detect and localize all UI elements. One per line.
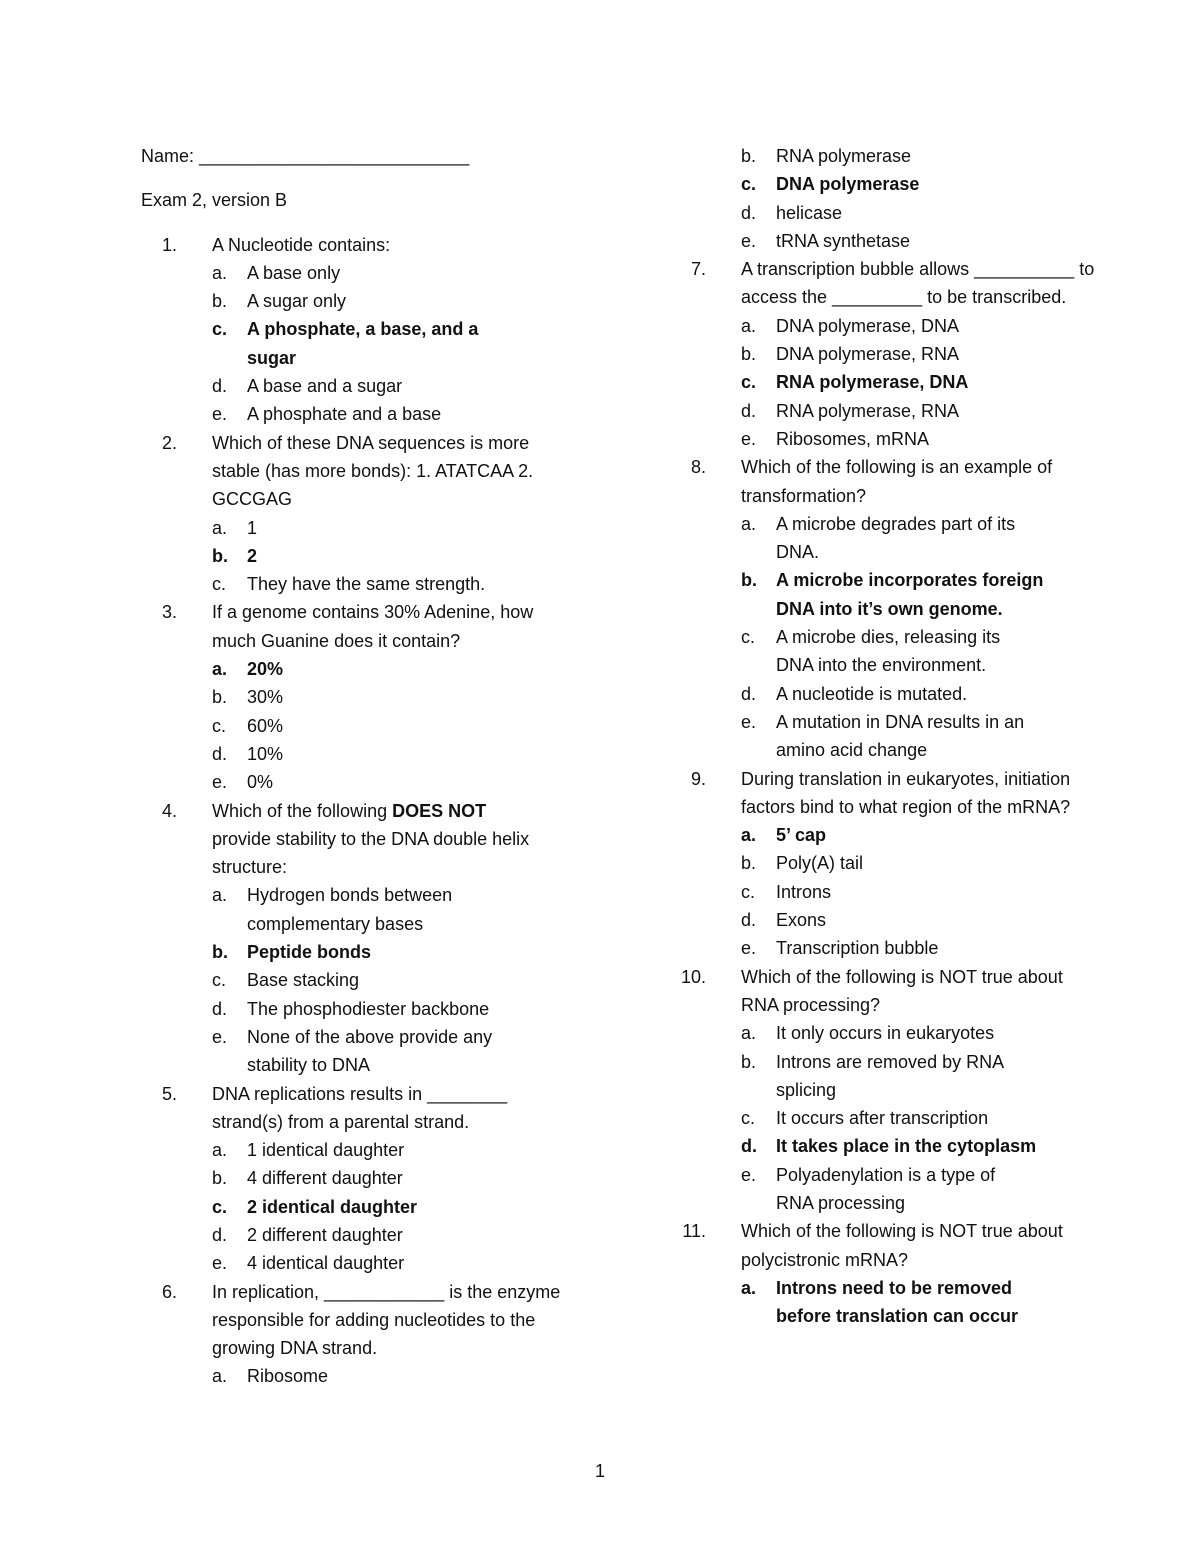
option-label: c. xyxy=(212,319,228,340)
option-9e xyxy=(741,934,1070,962)
option-label: b. xyxy=(741,570,757,591)
option-label: a. xyxy=(741,1277,757,1298)
option-text: Hydrogen bonds between complementary bases xyxy=(247,885,453,934)
option-label: b. xyxy=(212,687,228,708)
option-text: 2 identical daughter xyxy=(247,1196,418,1217)
question-text: DNA replications results in ________ strand(s) from a parental strand. xyxy=(212,1083,508,1132)
question-4 xyxy=(141,797,581,882)
option-2a xyxy=(212,514,581,542)
option-5c-answer xyxy=(212,1193,581,1221)
question-2 xyxy=(141,429,581,514)
option-text: Introns xyxy=(776,881,832,902)
option-10a xyxy=(741,1019,1070,1047)
question-text-part: provide stability to the DNA double helix structure: xyxy=(212,828,530,878)
option-label: a. xyxy=(741,825,757,846)
exam-title: Exam 2, version B xyxy=(141,190,288,211)
option-label: b. xyxy=(741,344,757,365)
option-10b xyxy=(741,1048,1070,1105)
option-text: RNA polymerase xyxy=(776,146,912,166)
option-text: A base and a sugar xyxy=(247,376,403,397)
option-text: 0% xyxy=(247,772,274,793)
option-label: a. xyxy=(212,517,228,538)
option-label: b. xyxy=(741,1051,757,1072)
option-text: Introns are removed by RNA splicing xyxy=(776,1051,1004,1100)
question-number: 8. xyxy=(690,457,706,478)
option-7b xyxy=(741,340,1070,368)
option-label: b. xyxy=(212,291,228,312)
option-label: b. xyxy=(741,853,757,874)
left-column xyxy=(141,142,581,1391)
option-5d xyxy=(212,1221,581,1249)
option-label: c. xyxy=(741,627,756,648)
option-8a xyxy=(741,510,1070,567)
question-text: Which of the following is an example of transformation? xyxy=(741,457,1053,506)
option-7a xyxy=(741,312,1070,340)
option-8c xyxy=(741,623,1070,680)
option-label: b. xyxy=(212,1168,228,1189)
option-text: DNA polymerase, DNA xyxy=(776,315,960,336)
option-10e xyxy=(741,1161,1070,1218)
option-3b xyxy=(212,683,581,711)
option-text: RNA polymerase, RNA xyxy=(776,400,960,421)
option-text: Poly(A) tail xyxy=(776,853,864,874)
question-number: 7. xyxy=(690,259,706,280)
option-9d xyxy=(741,906,1070,934)
option-text: A mutation in DNA results in an amino acid change xyxy=(776,711,1025,761)
option-label: c. xyxy=(741,881,756,902)
option-text: helicase xyxy=(776,202,843,223)
option-text: 2 different daughter xyxy=(247,1224,403,1245)
question-text xyxy=(212,797,542,882)
option-text: A microbe dies, releasing its DNA into the environment. xyxy=(776,627,1001,676)
option-text: 10% xyxy=(247,743,284,764)
option-label: a. xyxy=(212,1140,228,1161)
option-6c-answer xyxy=(741,170,1070,198)
option-text: Transcription bubble xyxy=(776,938,939,959)
option-text: A phosphate and a base xyxy=(247,404,442,425)
option-3c xyxy=(212,712,581,740)
option-text: 1 identical daughter xyxy=(247,1140,405,1161)
option-4a xyxy=(212,881,581,938)
option-text: A microbe degrades part of its DNA. xyxy=(776,513,1016,563)
option-label: e. xyxy=(741,428,757,449)
option-text: 30% xyxy=(247,687,284,708)
option-5b xyxy=(212,1164,581,1192)
option-label: d. xyxy=(741,202,757,223)
option-label: c. xyxy=(212,715,227,736)
option-label: d. xyxy=(741,683,757,704)
option-label: e. xyxy=(212,1253,228,1274)
name-field-line: Name: ___________________________ xyxy=(141,146,470,166)
question-number: 11. xyxy=(682,1221,706,1242)
option-label: a. xyxy=(741,1023,757,1044)
option-text: Peptide bonds xyxy=(247,942,372,963)
option-7d xyxy=(741,397,1070,425)
option-text: A sugar only xyxy=(247,291,347,312)
option-text: DNA polymerase, RNA xyxy=(776,344,960,365)
option-text: None of the above provide any stability to DNA xyxy=(247,1026,493,1076)
option-1e xyxy=(212,400,581,428)
option-text: A phosphate, a base, and a sugar xyxy=(247,319,479,368)
option-text: The phosphodiester backbone xyxy=(247,998,490,1019)
question-number: 3. xyxy=(161,602,177,623)
question-number: 9. xyxy=(690,768,706,789)
option-text: 2 xyxy=(247,545,258,566)
option-4d xyxy=(212,995,581,1023)
option-label: c. xyxy=(741,372,757,393)
option-label: b. xyxy=(741,146,757,166)
question-number: 10. xyxy=(680,966,706,987)
option-9c xyxy=(741,878,1070,906)
option-text: tRNA synthetase xyxy=(776,230,911,251)
option-label: a. xyxy=(741,513,757,534)
option-text: It only occurs in eukaryotes xyxy=(776,1023,995,1044)
option-label: a. xyxy=(741,315,757,336)
option-text: Exons xyxy=(776,910,827,931)
question-text-part: Which of the following xyxy=(212,800,393,821)
option-8e xyxy=(741,708,1070,765)
option-7c-answer xyxy=(741,368,1070,396)
option-2c xyxy=(212,570,581,598)
question-text: During translation in eukaryotes, initiation factors bind to what region of the mRNA? xyxy=(741,768,1071,817)
option-6d xyxy=(741,199,1070,227)
option-label: a. xyxy=(212,262,228,283)
question-text-emphasis: DOES NOT xyxy=(392,800,487,821)
question-text: Which of these DNA sequences is more stable (has more bonds): 1. ATATCAA 2. GCCGAG xyxy=(212,432,534,510)
option-3a-answer xyxy=(212,655,581,683)
option-1d xyxy=(212,372,581,400)
option-text: It takes place in the cytoplasm xyxy=(776,1136,1037,1157)
option-label: a. xyxy=(212,1366,228,1387)
option-10d-answer xyxy=(741,1132,1070,1160)
option-text: A base only xyxy=(247,262,341,283)
question-1 xyxy=(141,231,581,259)
option-label: c. xyxy=(212,970,227,991)
question-text: Which of the following is NOT true about polycistronic mRNA? xyxy=(741,1221,1063,1270)
option-text: Ribosomes, mRNA xyxy=(776,428,930,449)
option-label: d. xyxy=(741,910,757,931)
question-number: 1. xyxy=(161,234,177,255)
option-label: e. xyxy=(741,711,757,732)
option-text: 4 different daughter xyxy=(247,1168,403,1189)
option-text: 5’ cap xyxy=(776,825,827,846)
option-4e xyxy=(212,1023,581,1080)
right-column xyxy=(670,142,1095,1330)
option-text: It occurs after transcription xyxy=(776,1108,989,1129)
question-text: In replication, ____________ is the enzyme responsible for adding nucleotides to the growing DNA strand. xyxy=(212,1281,561,1359)
question-9 xyxy=(670,765,1070,822)
option-10c xyxy=(741,1104,1070,1132)
option-label: b. xyxy=(212,545,228,566)
question-10 xyxy=(670,963,1070,1020)
option-6a xyxy=(212,1362,581,1390)
option-5a xyxy=(212,1136,581,1164)
question-6 xyxy=(141,1278,581,1363)
option-1c-answer xyxy=(212,315,581,372)
option-label: e. xyxy=(212,772,228,793)
option-text: 1 xyxy=(247,517,258,538)
option-8d xyxy=(741,680,1070,708)
option-11a-answer xyxy=(741,1274,1070,1331)
option-text: 20% xyxy=(247,659,284,680)
page-number: 1 xyxy=(594,1461,605,1481)
option-label: c. xyxy=(741,1108,756,1129)
option-text: RNA polymerase, DNA xyxy=(776,372,969,393)
option-2b-answer xyxy=(212,542,581,570)
question-text: A transcription bubble allows __________ to access the _________ to be transcribed. xyxy=(741,259,1095,308)
option-9b xyxy=(741,849,1070,877)
question-number: 6. xyxy=(161,1281,177,1302)
question-8 xyxy=(670,453,1070,510)
option-label: a. xyxy=(212,659,228,680)
option-text: Introns need to be removed before translation can occur xyxy=(776,1277,1019,1327)
option-label: e. xyxy=(212,404,228,425)
question-text: Which of the following is NOT true about RNA processing? xyxy=(741,966,1063,1015)
option-label: e. xyxy=(741,938,757,959)
option-text: They have the same strength. xyxy=(247,574,486,595)
option-8b-answer xyxy=(741,566,1070,623)
option-label: d. xyxy=(212,376,228,397)
option-text: 4 identical daughter xyxy=(247,1253,405,1274)
option-text: Ribosome xyxy=(247,1366,329,1387)
option-5e xyxy=(212,1249,581,1277)
question-5 xyxy=(141,1080,581,1137)
option-3d xyxy=(212,740,581,768)
option-3e xyxy=(212,768,581,796)
option-text: 60% xyxy=(247,715,284,736)
option-text: A microbe incorporates foreign DNA into it’s own genome. xyxy=(776,570,1044,619)
option-1a xyxy=(212,259,581,287)
option-4c xyxy=(212,966,581,994)
option-label: c. xyxy=(212,1196,228,1217)
option-label: d. xyxy=(741,400,757,421)
option-label: d. xyxy=(741,1136,757,1157)
option-label: e. xyxy=(212,1026,228,1047)
question-number: 5. xyxy=(161,1083,177,1104)
option-6e xyxy=(741,227,1070,255)
question-text: A Nucleotide contains: xyxy=(212,234,391,255)
option-label: d. xyxy=(212,743,228,764)
option-1b xyxy=(212,287,581,315)
option-label: d. xyxy=(212,998,228,1019)
question-number: 4. xyxy=(161,800,177,821)
option-text: A nucleotide is mutated. xyxy=(776,683,968,704)
option-label: d. xyxy=(212,1224,228,1245)
option-label: c. xyxy=(212,574,227,595)
question-11 xyxy=(670,1217,1070,1274)
option-label: e. xyxy=(741,1164,757,1185)
option-text: Base stacking xyxy=(247,970,360,991)
option-label: e. xyxy=(741,230,757,251)
option-label: b. xyxy=(212,942,228,963)
option-7e xyxy=(741,425,1070,453)
option-4b-answer xyxy=(212,938,581,966)
option-text: DNA polymerase xyxy=(776,174,920,195)
option-9a-answer xyxy=(741,821,1070,849)
question-3 xyxy=(141,598,581,655)
option-label: c. xyxy=(741,174,757,195)
question-text: If a genome contains 30% Adenine, how much Guanine does it contain? xyxy=(212,602,534,651)
option-label: a. xyxy=(212,885,228,906)
question-number: 2. xyxy=(161,432,177,453)
option-6b xyxy=(741,142,1070,170)
option-text: Polyadenylation is a type of RNA processing xyxy=(776,1164,996,1213)
question-7 xyxy=(670,255,1095,312)
